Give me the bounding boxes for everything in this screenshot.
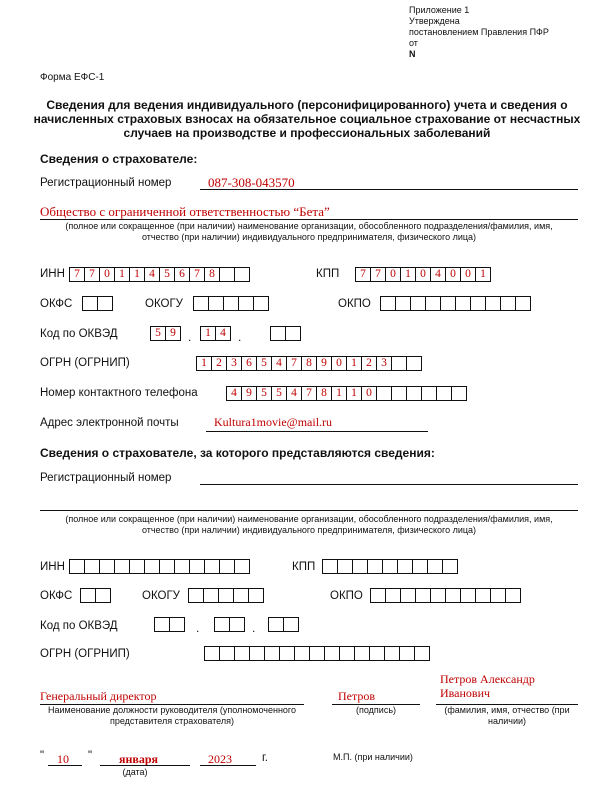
date-month[interactable]: января <box>119 752 159 766</box>
title-line: случаев на производстве и профессиональных заболеваний <box>123 126 491 140</box>
digit-cell[interactable] <box>460 588 476 603</box>
digit-cell[interactable] <box>283 617 299 632</box>
appendix-block <box>409 5 549 60</box>
digit-cell[interactable]: 9 <box>241 386 257 401</box>
digit-cell[interactable] <box>234 646 250 661</box>
digit-cell[interactable]: 4 <box>271 356 287 371</box>
digit-cell[interactable] <box>219 559 235 574</box>
caption-line: отчество (при наличии) индивидуального предпринимателя, физического лица) <box>141 525 477 535</box>
insured-org-name-line[interactable] <box>40 510 578 511</box>
digit-cell[interactable] <box>436 386 452 401</box>
name-line: Иванович <box>440 686 491 700</box>
digit-cell[interactable] <box>208 296 224 311</box>
digit-cell[interactable] <box>500 296 516 311</box>
insured-section-title: Сведения о страхователе, за которого представляются сведения: <box>40 446 435 460</box>
date-quote-open: " <box>40 750 45 762</box>
email-label: Адрес электронной почты <box>40 417 179 429</box>
digit-cell[interactable]: 7 <box>69 267 85 282</box>
digit-cell[interactable] <box>406 386 422 401</box>
digit-cell[interactable] <box>451 386 467 401</box>
digit-cell[interactable]: 4 <box>215 326 231 341</box>
digit-cell[interactable] <box>339 646 355 661</box>
name-line: Петров Александр <box>440 672 535 686</box>
digit-cell[interactable] <box>425 296 441 311</box>
digit-cell[interactable]: 0 <box>99 267 115 282</box>
okfs-label: ОКФС <box>40 298 73 310</box>
insurer-section-title: Сведения о страхователе: <box>40 152 198 166</box>
digit-cell[interactable] <box>159 559 175 574</box>
insured-okfs-cells[interactable] <box>80 588 111 603</box>
phone-label: Номер контактного телефона <box>40 387 198 399</box>
caption-line: представителя страхователя) <box>109 716 234 726</box>
digit-cell[interactable]: 4 <box>226 386 242 401</box>
digit-cell[interactable] <box>442 559 458 574</box>
digit-cell[interactable] <box>380 296 396 311</box>
digit-cell[interactable] <box>485 296 501 311</box>
digit-cell[interactable] <box>95 588 111 603</box>
insured-inn-label: ИНН <box>40 561 65 573</box>
digit-cell[interactable] <box>129 559 145 574</box>
insured-okpo-cells[interactable] <box>370 588 521 603</box>
position-value[interactable]: Генеральный директор <box>40 689 157 703</box>
digit-cell[interactable]: 7 <box>301 386 317 401</box>
signature-value[interactable]: Петров <box>338 689 376 703</box>
digit-cell[interactable] <box>391 386 407 401</box>
digit-cell[interactable]: 7 <box>355 267 371 282</box>
digit-cell[interactable] <box>400 588 416 603</box>
digit-cell[interactable] <box>203 588 219 603</box>
appendix-line: N <box>409 49 416 59</box>
date-year-line <box>200 765 256 766</box>
digit-cell[interactable] <box>264 646 280 661</box>
insured-okved-group-1[interactable] <box>154 617 185 632</box>
digit-cell[interactable] <box>430 588 446 603</box>
digit-cell[interactable]: 5 <box>150 326 166 341</box>
digit-cell[interactable] <box>169 617 185 632</box>
email-line <box>206 431 428 432</box>
digit-cell[interactable] <box>455 296 471 311</box>
digit-cell[interactable] <box>219 646 235 661</box>
digit-cell[interactable]: 8 <box>204 267 220 282</box>
digit-cell[interactable]: 6 <box>174 267 190 282</box>
digit-cell[interactable] <box>154 617 170 632</box>
digit-cell[interactable]: 0 <box>445 267 461 282</box>
okogu-label: ОКОГУ <box>145 298 183 310</box>
caption-line: наличии) <box>488 716 526 726</box>
digit-cell[interactable] <box>354 646 370 661</box>
title-line: начисленных страховых взносах на обязательное социальное страхование от несчастных <box>33 112 581 126</box>
insured-okogu-label: ОКОГУ <box>142 590 180 602</box>
digit-cell[interactable] <box>229 617 245 632</box>
digit-cell[interactable] <box>69 559 85 574</box>
digit-cell[interactable]: 9 <box>165 326 181 341</box>
digit-cell[interactable] <box>189 559 205 574</box>
digit-cell[interactable]: 3 <box>376 356 392 371</box>
digit-cell[interactable] <box>427 559 443 574</box>
digit-cell[interactable] <box>352 559 368 574</box>
digit-cell[interactable] <box>193 296 209 311</box>
insured-inn-cells[interactable] <box>69 559 250 574</box>
digit-cell[interactable]: 0 <box>415 267 431 282</box>
insured-okved-label: Код по ОКВЭД <box>40 620 118 632</box>
digit-cell[interactable] <box>382 559 398 574</box>
digit-cell[interactable]: 1 <box>129 267 145 282</box>
digit-cell[interactable]: 9 <box>316 356 332 371</box>
okfs-cells[interactable] <box>82 296 113 311</box>
digit-cell[interactable] <box>367 559 383 574</box>
caption-line: (фамилия, имя, отчество (при <box>444 705 570 715</box>
title-line: Сведения для ведения индивидуального (персонифицированного) учета и сведения о <box>46 98 568 112</box>
digit-cell[interactable] <box>144 559 160 574</box>
digit-cell[interactable]: 1 <box>346 356 362 371</box>
digit-cell[interactable] <box>233 588 249 603</box>
digit-cell[interactable] <box>490 588 506 603</box>
digit-cell[interactable] <box>234 559 250 574</box>
digit-cell[interactable]: 1 <box>346 386 362 401</box>
insured-okved-group-3[interactable] <box>268 617 299 632</box>
digit-cell[interactable]: 1 <box>331 386 347 401</box>
digit-cell[interactable] <box>249 646 265 661</box>
insured-reg-number-label: Регистрационный номер <box>40 472 172 484</box>
okved-separator: . <box>196 621 200 635</box>
digit-cell[interactable] <box>440 296 456 311</box>
digit-cell[interactable] <box>248 588 264 603</box>
digit-cell[interactable] <box>268 617 284 632</box>
caption-line: отчество (при наличии) индивидуального предпринимателя, физического лица) <box>141 232 477 242</box>
digit-cell[interactable] <box>445 588 461 603</box>
digit-cell[interactable] <box>114 559 130 574</box>
digit-cell[interactable] <box>309 646 325 661</box>
digit-cell[interactable] <box>470 296 486 311</box>
okved-group-3[interactable] <box>270 326 301 341</box>
digit-cell[interactable] <box>399 646 415 661</box>
digit-cell[interactable] <box>253 296 269 311</box>
caption-line: Наименование должности руководителя (уполномоченного <box>47 705 297 715</box>
okpo-cells[interactable] <box>380 296 531 311</box>
okved-label: Код по ОКВЭД <box>40 328 118 340</box>
insured-okpo-label: ОКПО <box>330 590 363 602</box>
digit-cell[interactable]: 0 <box>331 356 347 371</box>
org-name-line <box>40 219 578 220</box>
phone-cells[interactable] <box>226 386 467 401</box>
digit-cell[interactable] <box>406 356 422 371</box>
okogu-cells[interactable] <box>193 296 269 311</box>
digit-cell[interactable] <box>391 356 407 371</box>
insured-org-name-caption <box>30 514 588 536</box>
full-name-value[interactable] <box>440 672 535 700</box>
digit-cell[interactable]: 4 <box>144 267 160 282</box>
okved-separator: . <box>252 621 256 635</box>
digit-cell[interactable]: 7 <box>189 267 205 282</box>
digit-cell[interactable] <box>415 588 431 603</box>
digit-cell[interactable] <box>223 296 239 311</box>
org-name-value[interactable]: Общество с ограниченной ответственностью “Бета” <box>40 204 330 219</box>
appendix-line: Приложение 1 <box>409 5 470 15</box>
digit-cell[interactable]: 7 <box>84 267 100 282</box>
email-value[interactable]: Kultura1movie@mail.ru <box>214 415 333 429</box>
stamp-label: М.П. (при наличии) <box>333 752 413 762</box>
digit-cell[interactable] <box>505 588 521 603</box>
caption-line: (полное или сокращенное (при наличии) наименование организации, обособленного подразделения/фамилия, имя, <box>65 514 553 524</box>
digit-cell[interactable] <box>475 588 491 603</box>
digit-cell[interactable] <box>204 559 220 574</box>
digit-cell[interactable]: 2 <box>361 356 377 371</box>
digit-cell[interactable]: 7 <box>286 356 302 371</box>
digit-cell[interactable] <box>238 296 254 311</box>
digit-cell[interactable]: 1 <box>475 267 491 282</box>
insured-okved-group-2[interactable] <box>214 617 245 632</box>
date-day-line <box>48 765 82 766</box>
digit-cell[interactable]: 1 <box>196 356 212 371</box>
appendix-line: от <box>409 38 418 48</box>
digit-cell[interactable]: 4 <box>286 386 302 401</box>
insured-kpp-cells[interactable] <box>322 559 458 574</box>
date-year[interactable]: 2023 <box>208 752 232 766</box>
digit-cell[interactable]: 4 <box>430 267 446 282</box>
reg-number-value[interactable]: 087-308-043570 <box>208 175 295 190</box>
digit-cell[interactable] <box>99 559 115 574</box>
digit-cell[interactable] <box>337 559 353 574</box>
digit-cell[interactable]: 8 <box>316 386 332 401</box>
digit-cell[interactable] <box>204 646 220 661</box>
digit-cell[interactable] <box>219 267 235 282</box>
okved-separator: . <box>188 330 192 344</box>
digit-cell[interactable]: 1 <box>114 267 130 282</box>
digit-cell[interactable] <box>218 588 234 603</box>
digit-cell[interactable]: 6 <box>241 356 257 371</box>
digit-cell[interactable] <box>234 267 250 282</box>
document-title <box>20 98 594 140</box>
okved-group-2[interactable] <box>200 326 231 341</box>
digit-cell[interactable] <box>369 646 385 661</box>
full-name-caption <box>436 705 578 727</box>
position-caption <box>40 705 304 727</box>
inn-cells[interactable] <box>69 267 250 282</box>
digit-cell[interactable] <box>82 296 98 311</box>
digit-cell[interactable]: 5 <box>256 386 272 401</box>
digit-cell[interactable] <box>188 588 204 603</box>
digit-cell[interactable] <box>414 646 430 661</box>
digit-cell[interactable] <box>421 386 437 401</box>
digit-cell[interactable] <box>322 559 338 574</box>
digit-cell[interactable] <box>285 326 301 341</box>
insured-okogu-cells[interactable] <box>188 588 264 603</box>
digit-cell[interactable] <box>515 296 531 311</box>
digit-cell[interactable] <box>395 296 411 311</box>
insured-reg-number-line[interactable] <box>200 484 578 485</box>
insured-kpp-label: КПП <box>292 561 316 573</box>
digit-cell[interactable]: 5 <box>256 356 272 371</box>
digit-cell[interactable]: 8 <box>301 356 317 371</box>
ogrn-cells[interactable] <box>196 356 422 371</box>
date-day[interactable]: 10 <box>57 752 69 766</box>
digit-cell[interactable]: 0 <box>361 386 377 401</box>
insured-ogrn-label: ОГРН (ОГРНИП) <box>40 648 130 660</box>
digit-cell[interactable] <box>397 559 413 574</box>
digit-cell[interactable]: 3 <box>226 356 242 371</box>
insured-okfs-label: ОКФС <box>40 590 73 602</box>
appendix-line: постановлением Правления ПФР <box>409 27 549 37</box>
digit-cell[interactable] <box>384 646 400 661</box>
digit-cell[interactable]: 5 <box>159 267 175 282</box>
digit-cell[interactable]: 2 <box>211 356 227 371</box>
digit-cell[interactable] <box>270 326 286 341</box>
digit-cell[interactable] <box>410 296 426 311</box>
digit-cell[interactable] <box>174 559 190 574</box>
signature-caption: (подпись) <box>355 705 397 715</box>
digit-cell[interactable] <box>97 296 113 311</box>
date-quote-close: " <box>88 750 93 762</box>
digit-cell[interactable] <box>412 559 428 574</box>
appendix-line: Утверждена <box>409 16 460 26</box>
date-year-suffix: г. <box>262 752 268 764</box>
digit-cell[interactable] <box>84 559 100 574</box>
digit-cell[interactable] <box>214 617 230 632</box>
inn-label: ИНН <box>40 268 65 280</box>
kpp-label: КПП <box>316 268 340 280</box>
digit-cell[interactable] <box>324 646 340 661</box>
okved-group-1[interactable] <box>150 326 181 341</box>
digit-cell[interactable]: 7 <box>370 267 386 282</box>
digit-cell[interactable] <box>385 588 401 603</box>
caption-line: (полное или сокращенное (при наличии) наименование организации, обособленного подразделения/фамилия, имя, <box>65 221 553 231</box>
reg-number-label: Регистрационный номер <box>40 177 172 189</box>
date-month-line <box>100 765 190 766</box>
date-caption: (дата) <box>122 767 148 777</box>
digit-cell[interactable] <box>294 646 310 661</box>
digit-cell[interactable]: 1 <box>200 326 216 341</box>
okved-separator: . <box>238 330 242 344</box>
digit-cell[interactable]: 0 <box>385 267 401 282</box>
digit-cell[interactable]: 1 <box>400 267 416 282</box>
okpo-label: ОКПО <box>338 298 371 310</box>
form-name: Форма ЕФС-1 <box>40 72 105 83</box>
insured-ogrn-cells[interactable] <box>204 646 430 661</box>
org-name-caption <box>30 221 588 243</box>
digit-cell[interactable]: 5 <box>271 386 287 401</box>
kpp-cells[interactable] <box>355 267 491 282</box>
digit-cell[interactable] <box>80 588 96 603</box>
digit-cell[interactable] <box>279 646 295 661</box>
ogrn-label: ОГРН (ОГРНИП) <box>40 357 130 369</box>
digit-cell[interactable] <box>370 588 386 603</box>
digit-cell[interactable] <box>376 386 392 401</box>
digit-cell[interactable]: 0 <box>460 267 476 282</box>
